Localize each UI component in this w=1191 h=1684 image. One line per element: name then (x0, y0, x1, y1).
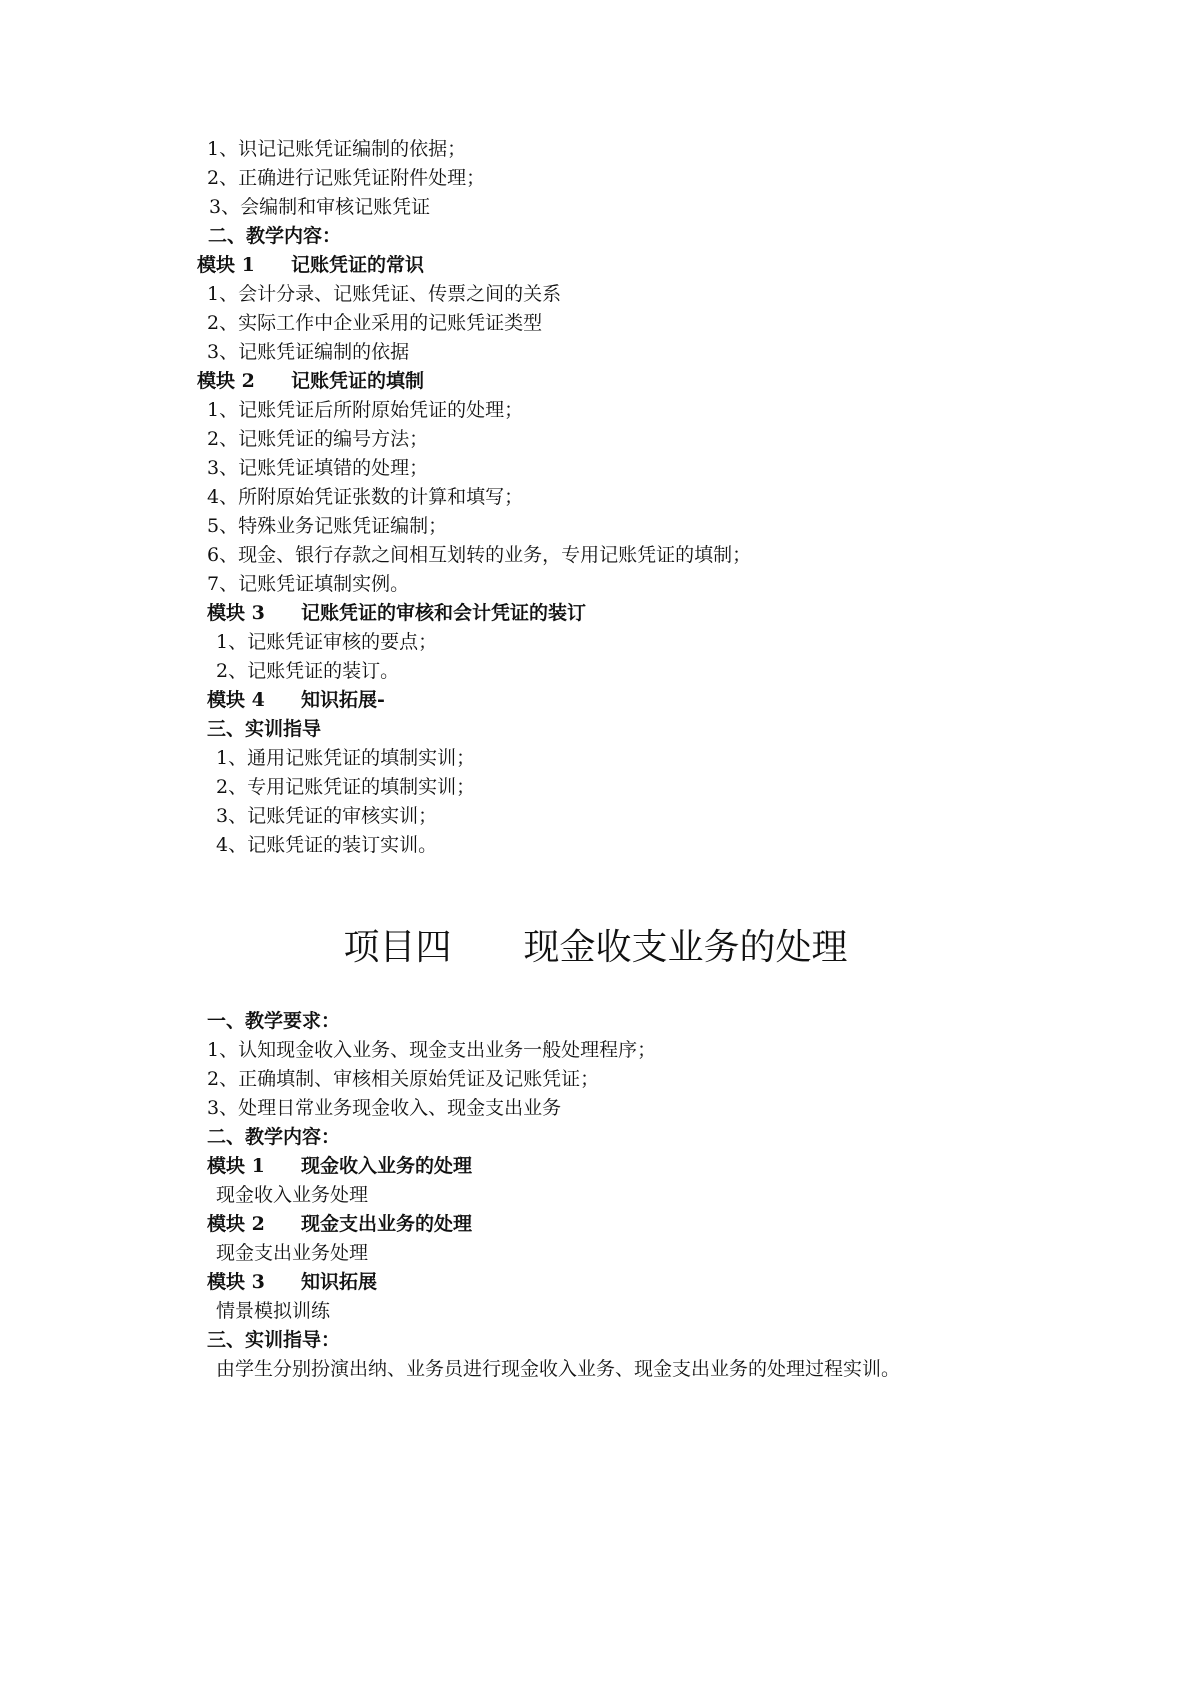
goal-item: 1、识记记账凭证编制的依据； (207, 138, 467, 160)
content-heading: 二、教学内容： (207, 1126, 341, 1148)
list-item: 3、记账凭证编制的依据 (207, 341, 410, 363)
list-item: 4、记账凭证的装订实训。 (216, 834, 438, 856)
module-label: 模块 3 (207, 1271, 265, 1293)
content-heading: 二、教学内容： (208, 225, 342, 247)
module-title: 现金支出业务的处理 (301, 1213, 473, 1235)
goal-item: 2、正确填制、审核相关原始凭证及记账凭证； (207, 1068, 600, 1090)
list-item: 1、记账凭证后所附原始凭证的处理； (207, 399, 524, 421)
list-item: 2、实际工作中企业采用的记账凭证类型 (207, 312, 543, 334)
project-title (0, 926, 1191, 970)
module-title: 知识拓展 (301, 1271, 378, 1293)
list-item: 1、通用记账凭证的填制实训； (216, 747, 476, 769)
list-item: 2、专用记账凭证的填制实训； (216, 776, 476, 798)
list-item: 7、记账凭证填制实例。 (207, 573, 410, 595)
goal-item: 1、认知现金收入业务、现金支出业务一般处理程序； (207, 1039, 657, 1061)
list-item: 5、特殊业务记账凭证编制； (207, 515, 448, 537)
list-item: 现金支出业务处理 (216, 1242, 369, 1264)
module-heading (197, 369, 424, 393)
module-label: 模块 1 (207, 1155, 265, 1177)
module-title: 记账凭证的填制 (291, 370, 425, 392)
list-item: 4、所附原始凭证张数的计算和填写； (207, 486, 524, 508)
project-name: 现金收支业务的处理 (523, 927, 848, 968)
module-label: 模块 1 (197, 254, 255, 276)
module-title: 知识拓展- (301, 689, 385, 711)
module-heading (207, 1270, 377, 1294)
goal-item: 3、处理日常业务现金收入、现金支出业务 (207, 1097, 562, 1119)
practice-heading: 三、实训指导 (207, 718, 322, 740)
practice-text: 由学生分别扮演出纳、业务员进行现金收入业务、现金支出业务的处理过程实训。 (216, 1358, 901, 1380)
practice-heading: 三、实训指导： (207, 1329, 341, 1351)
list-item: 2、记账凭证的编号方法； (207, 428, 429, 450)
module-label: 模块 2 (197, 370, 255, 392)
list-item: 3、记账凭证填错的处理； (207, 457, 429, 479)
module-label: 模块 4 (207, 689, 265, 711)
module-title: 记账凭证的常识 (291, 254, 425, 276)
module-heading (207, 601, 586, 625)
module-heading (207, 688, 385, 712)
module-label: 模块 2 (207, 1213, 265, 1235)
module-title: 记账凭证的审核和会计凭证的装订 (301, 602, 587, 624)
goal-item: 3、会编制和审核记账凭证 (209, 196, 431, 218)
list-item: 1、记账凭证审核的要点； (216, 631, 438, 653)
module-label: 模块 3 (207, 602, 265, 624)
module-title: 现金收入业务的处理 (301, 1155, 473, 1177)
requirements-heading: 一、教学要求： (207, 1010, 341, 1032)
module-heading (207, 1212, 472, 1236)
project-number: 项目四 (343, 927, 452, 968)
module-heading (197, 253, 424, 277)
module-heading (207, 1154, 472, 1178)
list-item: 6、现金、银行存款之间相互划转的业务，专用记账凭证的填制； (207, 544, 752, 566)
list-item: 1、会计分录、记账凭证、传票之间的关系 (207, 283, 562, 305)
list-item: 现金收入业务处理 (216, 1184, 369, 1206)
list-item: 3、记账凭证的审核实训； (216, 805, 438, 827)
goal-item: 2、正确进行记账凭证附件处理； (207, 167, 486, 189)
list-item: 情景模拟训练 (216, 1300, 331, 1322)
list-item: 2、记账凭证的装订。 (216, 660, 400, 682)
